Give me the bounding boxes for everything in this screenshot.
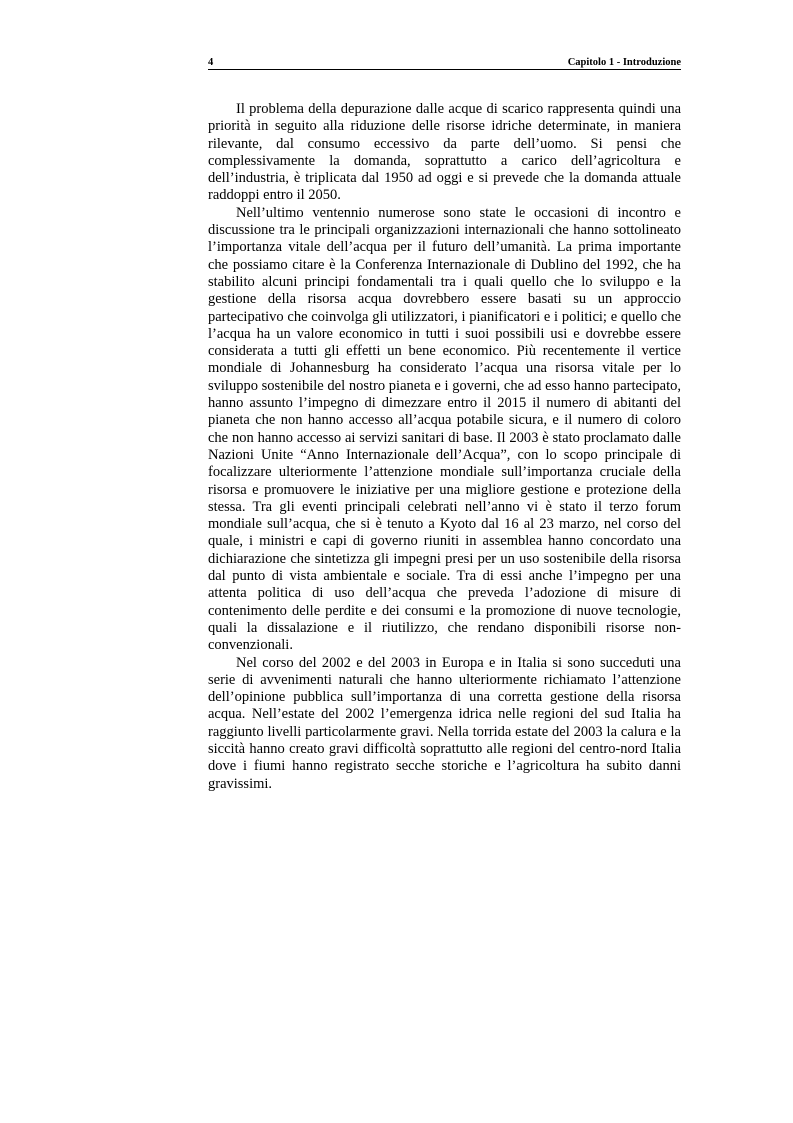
running-header [208, 56, 681, 70]
paragraph-international-initiatives: Nell’ultimo ventennio numerose sono state le occasioni di incontro e discussione tra le principali organizzazioni internazionali che hanno sottolineato l’importanza vitale dell’acqua per il futuro dell’umanità. La prima importante che possiamo citare è la Conferenza Internazionale di Dublino del 1992, che ha stabilito alcuni principi fondamentali tra i quali quello che lo sviluppo e la gestione della risorsa acqua dovrebbero essere basati su un approccio partecipativo che coinvolga gli utilizzatori, i pianificatori e i politici; e quello che l’acqua ha un valore economico in tutti i suoi possibili usi e dovrebbe essere considerata a tutti gli effetti un bene economico. Più recentemente il vertice mondiale di Johannesburg ha considerato l’acqua una risorsa vitale per lo sviluppo sostenibile del nostro pianeta e i governi, che ad esso hanno partecipato, hanno assunto l’impegno di dimezzare entro il 2015 il numero di abitanti del pianeta che non hanno accesso all’acqua potabile sicura, e il numero di coloro che non hanno accesso ai servizi sanitari di base. Il 2003 è stato proclamato dalle Nazioni Unite “Anno Internazionale dell’Acqua”, con lo scopo principale di focalizzare ulteriormente l’attenzione mondiale sull’importanza cruciale della risorsa e promuovere le iniziative per una migliore gestione e protezione della stessa. Tra gli eventi principali celebrati nell’anno vi è stato il terzo forum mondiale sull’acqua, che si è tenuto a Kyoto dal 16 al 23 marzo, nel corso del quale, i ministri e capi di governo riuniti in assemblea hanno concordato una dichiarazione che sintetizza gli impegni presi per un uso sostenibile della risorsa dal punto di vista ambientale e sociale. Tra di essi anche l’impegno per una attenta politica di uso dell’acqua che preveda l’adozione di misure di contenimento delle perdite e dei consumi e la promozione di nuove tecnologie, quali la dissalazione e il riutilizzo, che rendano disponibili risorse non-convenzionali. [208, 204, 681, 654]
paragraph-water-treatment-priority: Il problema della depurazione dalle acque di scarico rappresenta quindi una priorità in seguito alla riduzione delle risorse idriche determinate, in maniera rilevante, dal consumo eccessivo da parte dell’uomo. Si pensi che complessivamente la domanda, soprattutto a carico dell’agricoltura e dell’industria, è triplicata dal 1950 ad oggi e si prevede che la domanda attuale raddoppi entro il 2050. [208, 101, 681, 204]
chapter-title: Capitolo 1 - Introduzione [567, 57, 681, 68]
paragraph-2002-2003-events: Nel corso del 2002 e del 2003 in Europa e in Italia si sono succeduti una serie di avvenimenti naturali che hanno ulteriormente richiamato l’attenzione dell’opinione pubblica sull’importanza di una corretta gestione della risorsa acqua. Nell’estate del 2002 l’emergenza idrica nelle regioni del sud Italia ha raggiunto livelli particolarmente gravi. Nella torrida estate del 2003 la calura e la siccità hanno creato gravi difficoltà soprattutto alle regioni del centro-nord Italia dove i fiumi hanno registrato secche storiche e l’agricoltura ha subito danni gravissimi. [208, 654, 681, 792]
body-text [208, 101, 681, 793]
page-number: 4 [208, 57, 214, 68]
